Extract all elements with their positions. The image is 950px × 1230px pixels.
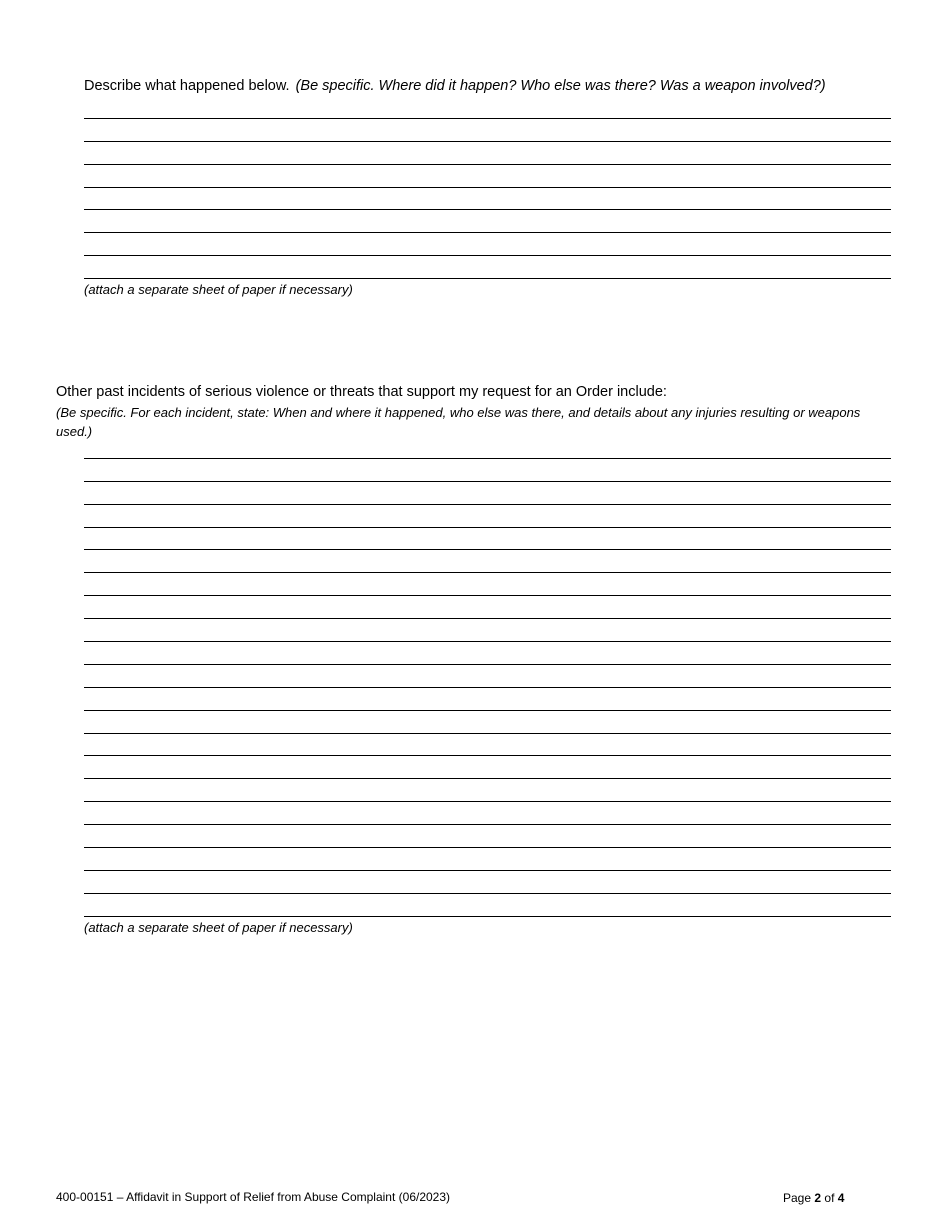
answer-line[interactable] (84, 779, 891, 802)
answer-line[interactable] (84, 165, 891, 188)
page-number (783, 1191, 844, 1205)
answer-line[interactable] (84, 688, 891, 711)
answer-line[interactable] (84, 119, 891, 142)
page-prefix: Page (783, 1191, 812, 1205)
page-of: of (824, 1191, 835, 1205)
answer-line[interactable] (84, 505, 891, 528)
answer-line[interactable] (84, 871, 891, 894)
section2-answer-lines[interactable] (84, 436, 891, 917)
answer-line[interactable] (84, 734, 891, 757)
answer-line[interactable] (84, 233, 891, 256)
answer-line[interactable] (84, 528, 891, 551)
answer-line[interactable] (84, 894, 891, 917)
section2-prompt: Other past incidents of serious violence or threats that support my request for an Order include: (56, 384, 667, 400)
answer-line[interactable] (84, 802, 891, 825)
answer-line[interactable] (84, 711, 891, 734)
section1-hint: (Be specific. Where did it happen? Who else was there? Was a weapon involved?) (295, 78, 826, 94)
answer-line[interactable] (84, 848, 891, 871)
page-current: 2 (814, 1191, 822, 1205)
answer-line[interactable] (84, 459, 891, 482)
answer-line[interactable] (84, 550, 891, 573)
answer-line[interactable] (84, 665, 891, 688)
answer-line[interactable] (84, 142, 891, 165)
answer-line[interactable] (84, 825, 891, 848)
answer-line[interactable] (84, 436, 891, 459)
section1-answer-lines[interactable] (84, 96, 891, 279)
answer-line[interactable] (84, 642, 891, 665)
answer-line[interactable] (84, 188, 891, 211)
answer-line[interactable] (84, 756, 891, 779)
section1-prompt-text: Describe what happened below. (84, 78, 290, 94)
answer-line[interactable] (84, 573, 891, 596)
form-id: 400-00151 – Affidavit in Support of Relief from Abuse Complaint (06/2023) (56, 1190, 451, 1204)
section1-prompt (84, 78, 904, 94)
page-total: 4 (837, 1191, 845, 1205)
section2-hint: (Be specific. For each incident, state: When and where it happened, who else was there, and details about any injuries resulting or weapons used.) (56, 405, 861, 439)
answer-line[interactable] (84, 96, 891, 119)
section1-attach-note: (attach a separate sheet of paper if necessary) (84, 282, 353, 297)
answer-line[interactable] (84, 256, 891, 279)
answer-line[interactable] (84, 482, 891, 505)
answer-line[interactable] (84, 619, 891, 642)
answer-line[interactable] (84, 210, 891, 233)
answer-line[interactable] (84, 596, 891, 619)
section2-attach-note: (attach a separate sheet of paper if necessary) (84, 920, 353, 935)
